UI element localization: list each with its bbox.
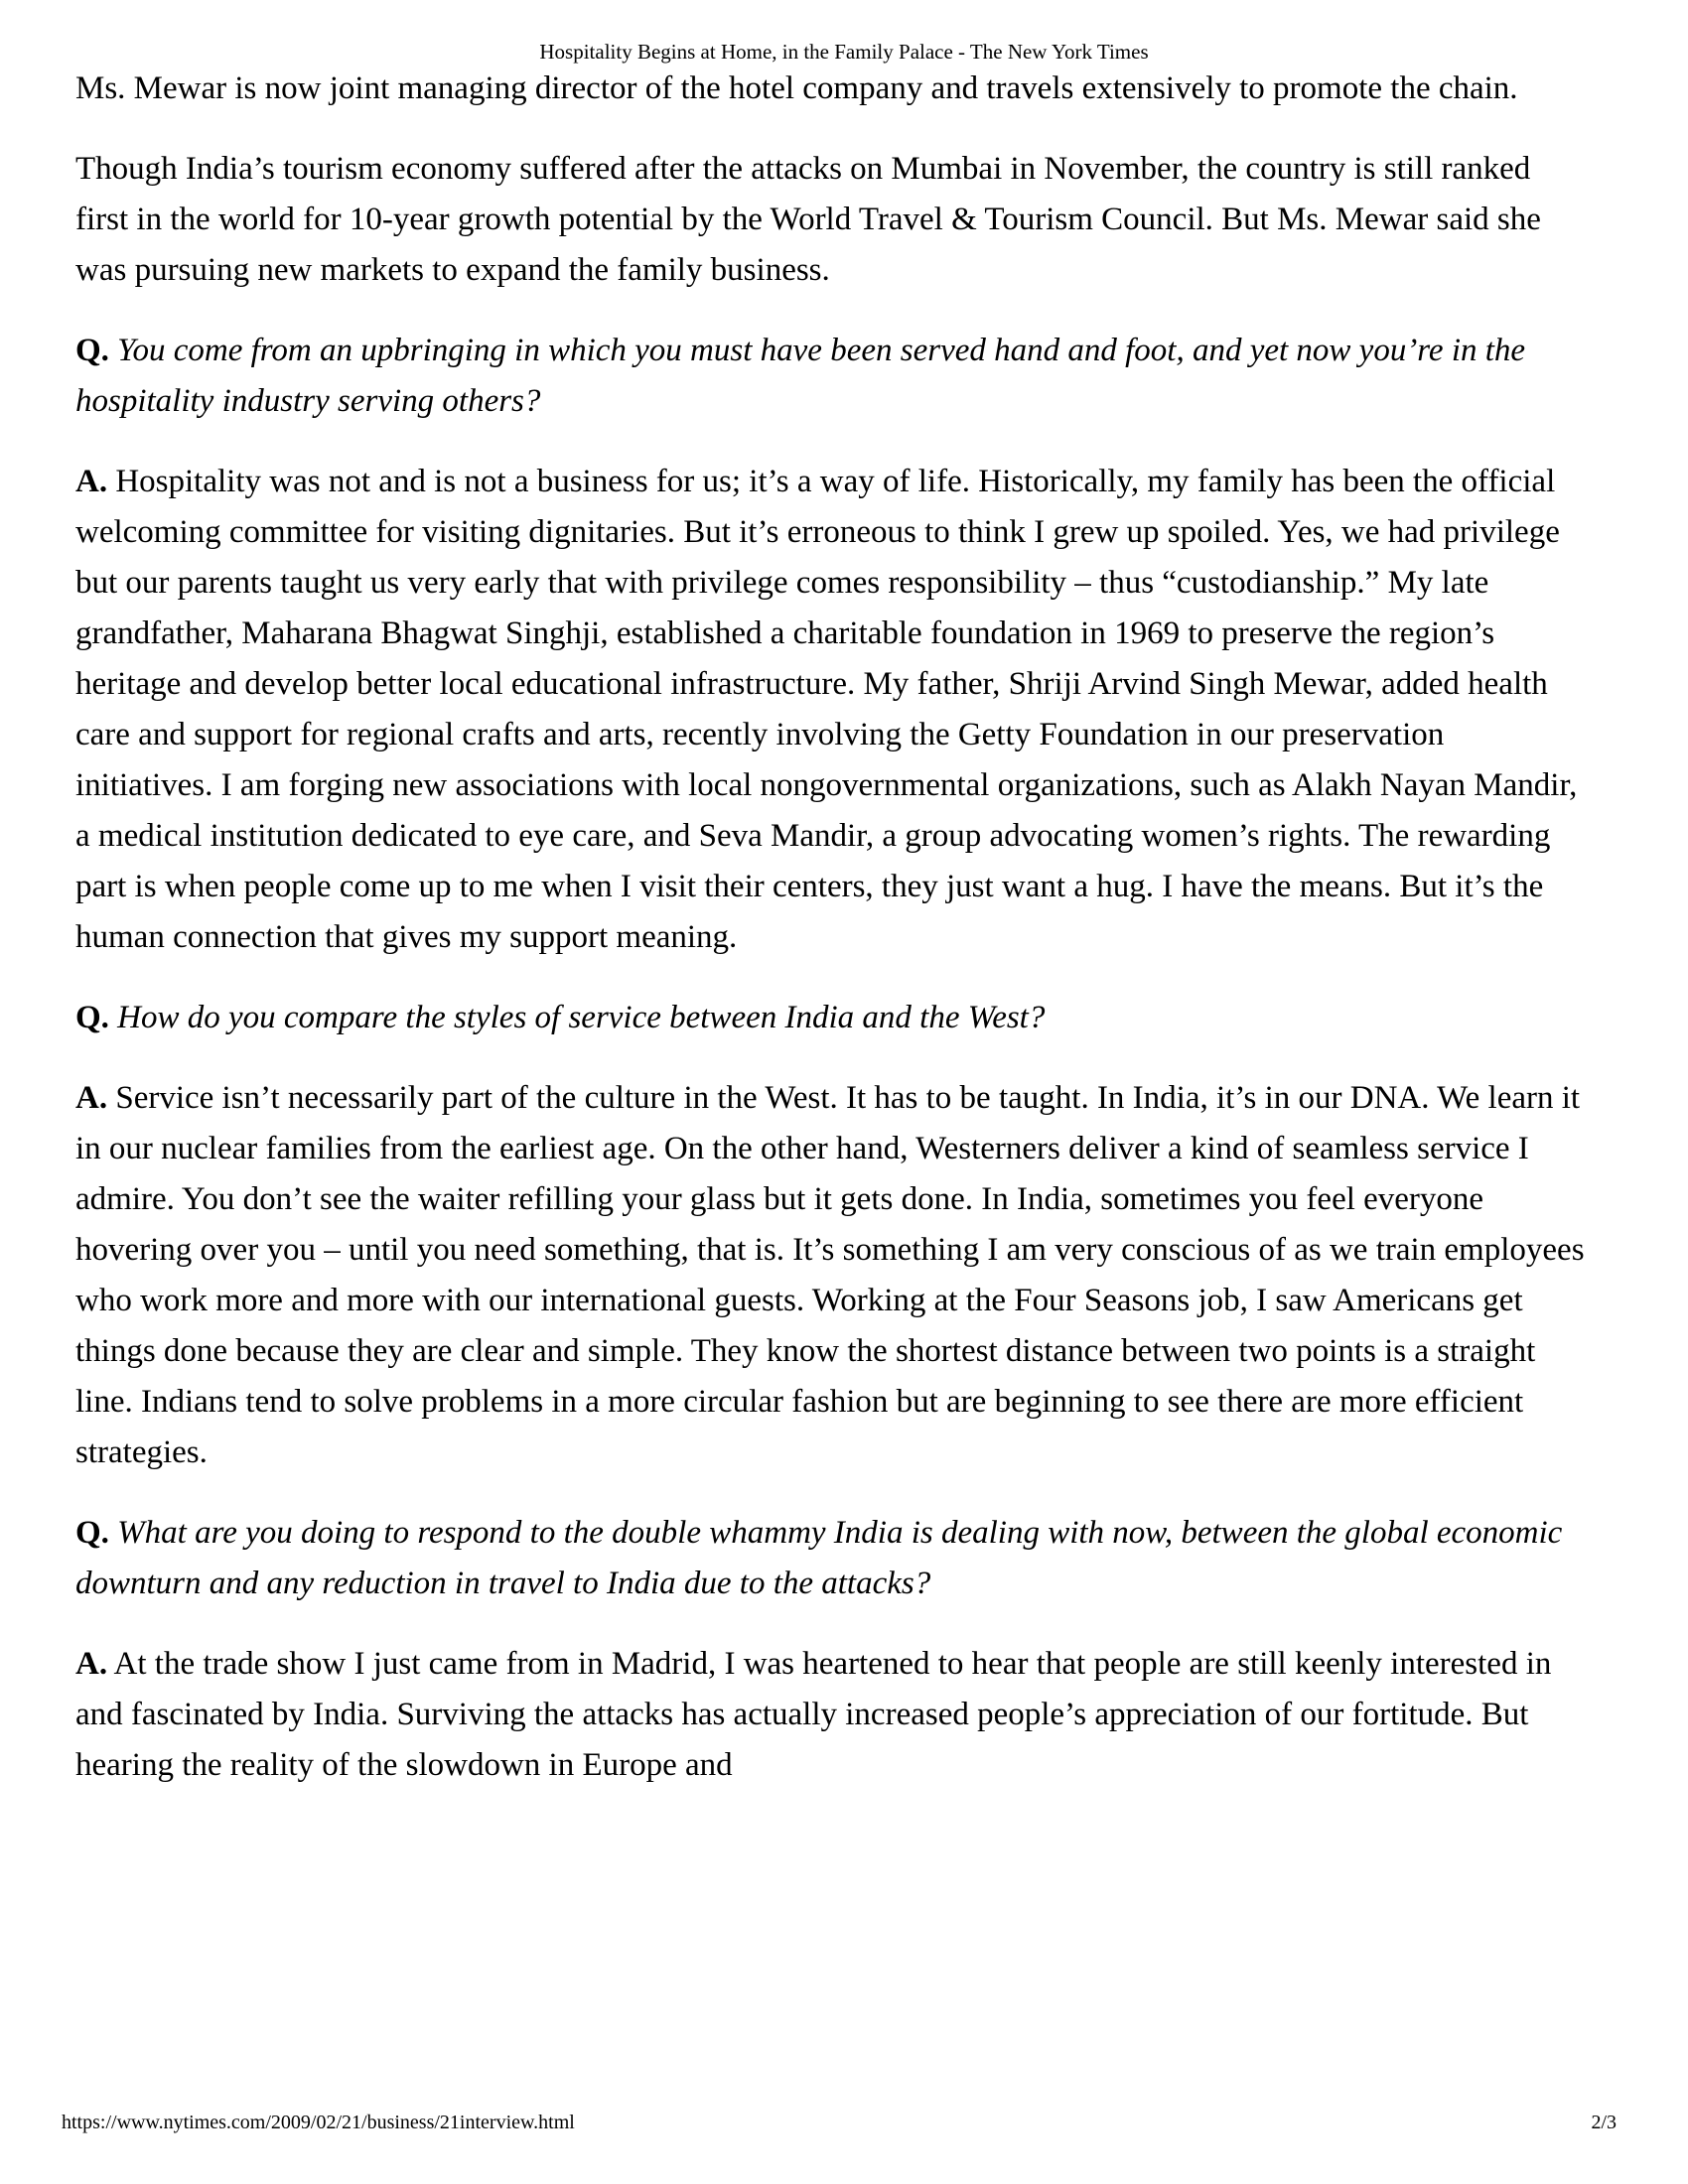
question-prefix: Q. bbox=[75, 1000, 109, 1035]
answer-text: Service isn’t necessarily part of the culture in the West. It has to be taught. In India, it’s in our DNA. We learn it in our nuclear families from the earliest age. On the other hand, Westerners deliver a kind of seamless service I admire. You don’t see the waiter refilling your glass but it gets done. In India, sometimes you feel everyone hovering over you – until you need something, that is. It’s something I am very conscious of as we train employees who work more and more with our international guests. Working at the Four Seasons job, I saw Americans get things done because they are clear and simple. They know the shortest distance between two points is a straight line. Indians tend to solve problems in a more circular fashion but are beginning to see there are more efficient strategies. bbox=[75, 1080, 1585, 1470]
answer-text: Hospitality was not and is not a business for us; it’s a way of life. Historically, my family has been the official welcoming committee for visiting dignitaries. But it’s erroneous to think I grew up spoiled. Yes, we had privilege but our parents taught us very early that with privilege comes responsibility – thus “custodianship.” My late grandfather, Maharana Bhagwat Singhji, established a charitable foundation in 1969 to preserve the region’s heritage and develop better local educational infrastructure. My father, Shriji Arvind Singh Mewar, added health care and support for regional crafts and arts, recently involving the Getty Foundation in our preservation initiatives. I am forging new associations with local nongovernmental organizations, such as Alakh Nayan Mandir, a medical institution dedicated to eye care, and Seva Mandir, a group advocating women’s rights. The rewarding part is when people come up to me when I visit their centers, they just want a hug. I have the means. But it’s the human connection that gives my support meaning. bbox=[75, 464, 1578, 955]
answer-prefix: A. bbox=[75, 464, 108, 499]
answer-paragraph bbox=[75, 1073, 1589, 1478]
question-paragraph bbox=[75, 993, 1589, 1043]
print-footer bbox=[62, 2111, 1617, 2134]
question-paragraph bbox=[75, 1508, 1589, 1609]
answer-text: At the trade show I just came from in Madrid, I was heartened to hear that people are still keenly interested in and fascinated by India. Surviving the attacks has actually increased people’s appreciation of our fortitude. But hearing the reality of the slowdown in Europe and bbox=[75, 1646, 1552, 1783]
narration-paragraph: Though India’s tourism economy suffered after the attacks on Mumbai in November, the country is still ranked first in the world for 10-year growth potential by the World Travel & Tourism Council. But Ms. Mewar said she was pursuing new markets to expand the family business. bbox=[75, 151, 1541, 288]
question-paragraph bbox=[75, 326, 1589, 427]
footer-url: https://www.nytimes.com/2009/02/21/business/21interview.html bbox=[62, 2112, 575, 2133]
question-prefix: Q. bbox=[75, 1515, 109, 1551]
question-prefix: Q. bbox=[75, 333, 109, 368]
question-text: You come from an upbringing in which you must have been served hand and foot, and yet now you’re in the hospitality industry serving others? bbox=[75, 333, 1526, 419]
print-header-title: Hospitality Begins at Home, in the Family Palace - The New York Times bbox=[539, 40, 1149, 64]
answer-paragraph bbox=[75, 457, 1589, 963]
narration-paragraph: Ms. Mewar is now joint managing director of the hotel company and travels extensively to promote the chain. bbox=[75, 70, 1518, 106]
question-text: What are you doing to respond to the double whammy India is dealing with now, between the global economic downturn and any reduction in travel to India due to the attacks? bbox=[75, 1515, 1563, 1601]
footer-page-indicator: 2/3 bbox=[1591, 2112, 1617, 2133]
answer-prefix: A. bbox=[75, 1080, 108, 1116]
question-text: How do you compare the styles of service between India and the West? bbox=[117, 1000, 1046, 1035]
answer-prefix: A. bbox=[75, 1646, 108, 1682]
article-body bbox=[75, 64, 1589, 1821]
answer-paragraph bbox=[75, 1639, 1589, 1791]
